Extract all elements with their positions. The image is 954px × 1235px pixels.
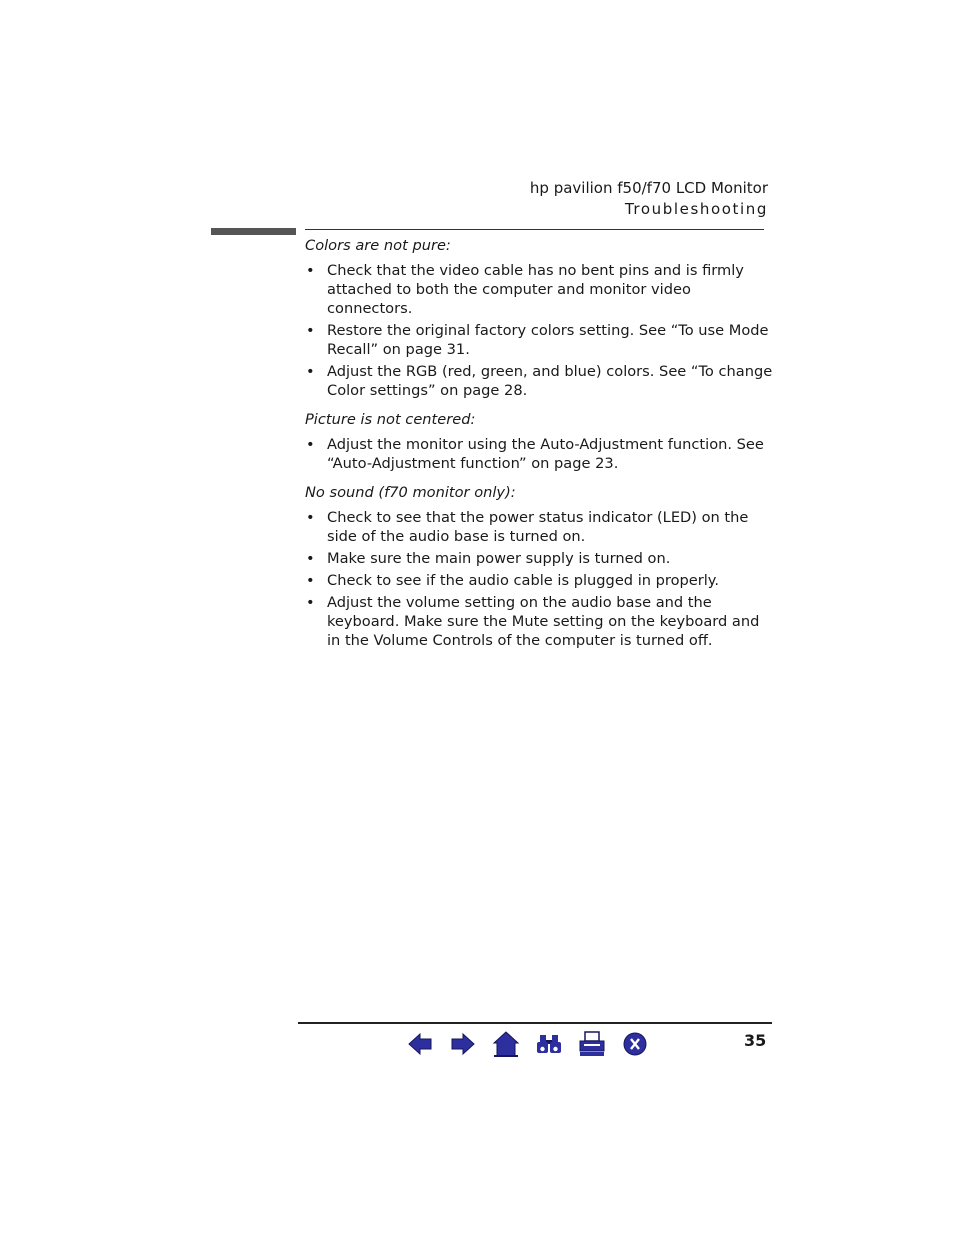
binoculars-icon — [535, 1031, 563, 1057]
print-button[interactable] — [577, 1029, 607, 1059]
section-heading: No sound (f70 monitor only): — [305, 484, 516, 501]
bullet-list — [305, 261, 775, 400]
page-number: 35 — [744, 1031, 767, 1050]
list-item: • Check to see that the power status indicator (LED) on the side of the audio base is turned on. — [305, 508, 775, 546]
section-colors — [305, 236, 775, 400]
section-sound — [305, 483, 775, 650]
forward-arrow-icon — [450, 1032, 476, 1056]
list-item: • Adjust the volume setting on the audio base and the keyboard. Make sure the Mute setting on the keyboard and in the Volume Controls of the computer is turned off. — [305, 593, 775, 650]
list-item: • Restore the original factory colors setting. See “To use Mode Recall” on page 31. — [305, 321, 775, 359]
section-heading: Colors are not pure: — [305, 237, 451, 254]
navigation-bar — [405, 1029, 663, 1059]
next-page-button[interactable] — [448, 1029, 478, 1059]
header-rule — [305, 229, 764, 230]
search-button[interactable] — [534, 1029, 564, 1059]
exit-button[interactable] — [620, 1029, 650, 1059]
section-centering — [305, 410, 775, 473]
close-icon — [622, 1031, 648, 1057]
home-icon — [492, 1030, 520, 1058]
list-item: • Make sure the main power supply is turned on. — [305, 549, 775, 568]
list-item: • Adjust the monitor using the Auto-Adjustment function. See “Auto-Adjustment function” on page 23. — [305, 435, 775, 473]
page-header — [530, 178, 768, 220]
printer-icon — [578, 1030, 606, 1058]
list-item: • Adjust the RGB (red, green, and blue) colors. See “To change Color settings” on page 28. — [305, 362, 775, 400]
footer-rule — [298, 1022, 772, 1024]
document-title: hp pavilion f50/f70 LCD Monitor — [529, 179, 768, 197]
section-heading: Picture is not centered: — [305, 411, 476, 428]
main-content — [305, 236, 775, 660]
home-button[interactable] — [491, 1029, 521, 1059]
header-accent-bar — [211, 228, 296, 235]
list-item: • Check that the video cable has no bent pins and is firmly attached to both the computer and monitor video connectors. — [305, 261, 775, 318]
list-item: • Check to see if the audio cable is plugged in properly. — [305, 571, 775, 590]
back-arrow-icon — [407, 1032, 433, 1056]
bullet-list — [305, 435, 775, 473]
previous-page-button[interactable] — [405, 1029, 435, 1059]
bullet-list — [305, 508, 775, 650]
section-title: Troubleshooting — [624, 200, 768, 218]
